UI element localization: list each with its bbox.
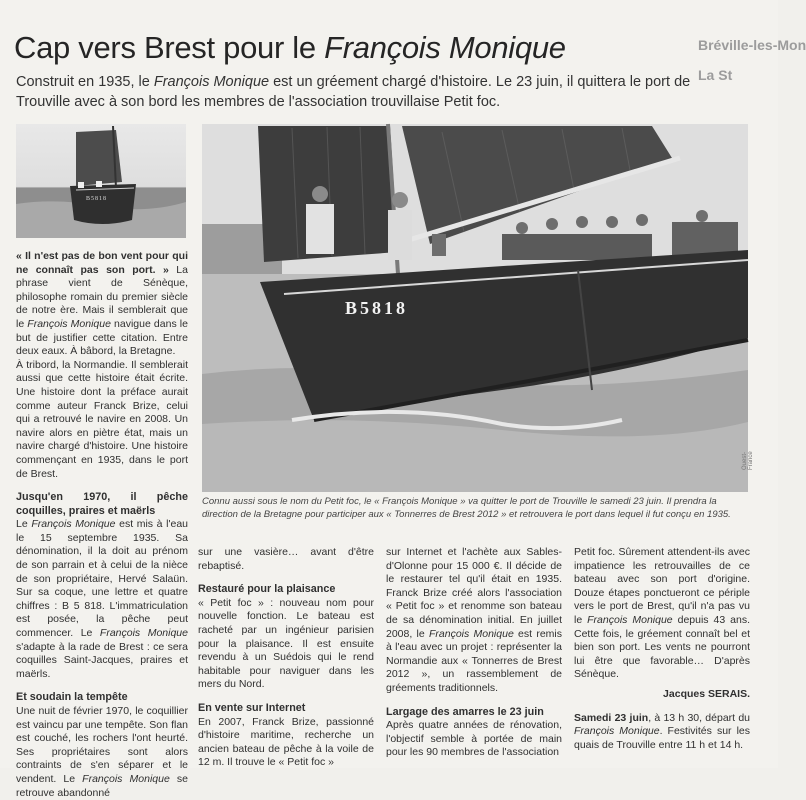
paragraph: À tribord, la Normandie. Il semblerait aussi que cette histoire était écrite. Une histoire dont la préface aurait comme auteur Franck Brize, celui qui a retrouvé le navire en 2008. Un navire alors en piètre état, mais un navire chargé d'histoire. Une histoire commençant en 1935, dans le port de Brest. xyxy=(16,358,188,480)
small-hull-number: B5818 xyxy=(86,196,108,202)
small-sailboat-illustration xyxy=(16,124,186,238)
photo-small-sailboat xyxy=(16,124,186,238)
paragraph: Petit foc. Sûrement attendent-ils avec impatience les retrouvailles de ce bateau avec son port d'origine. Douze étapes ponctueront ce périple vers le port de Brest, qu'il n'a pas vu le François Monique depuis 43 ans. Cette fois, le gréement connaît bel et bien son port. Les vents ne pourront lui être que favorable… D'après Sénèque. xyxy=(574,546,751,681)
article-column-2 xyxy=(198,546,374,770)
photo-caption: Connu aussi sous le nom du Petit foc, le « François Monique » va quitter le port de Trouville le samedi 23 juin. Il prendra la direction de la Bretagne pour participer aux « Tonnerres de Brest 2012 » et retrouvera le port dans lequel il fut conçu en 1935. xyxy=(202,496,731,520)
subheading: Largage des amarres le 23 juin xyxy=(386,705,544,718)
headline: Cap vers Brest pour le François Monique xyxy=(14,30,566,65)
subheading: Restauré pour la plaisance xyxy=(198,583,336,596)
event-info: Samedi 23 juin, à 13 h 30, départ du François Monique. Festivités sur les quais de Trouville entre 11 h et 14 h. xyxy=(574,711,750,751)
author-signature: Jacques SERAIS. xyxy=(663,687,750,700)
photo-credit: Ouest-France xyxy=(742,451,754,470)
paragraph: Après quatre années de rénovation, l'objectif semble à portée de main pour les 90 membres de l'association xyxy=(386,719,562,759)
subheading: Et soudain la tempête xyxy=(16,691,128,704)
paragraph: Le François Monique est mis à l'eau le 15 septembre 1935. Sa dénomination, il la doit au prénom de son parrain et à celui de la nièce de son propriétaire, Hervé Salaün. Sur sa coque, une lettre et quatre chiffres : B 5 818. L'immatriculation est posée, la pêche peut commencer. Le François Monique s'adapte à la rade de Brest : ce sera coquilles Saint-Jacques, praires et maërls. xyxy=(16,518,188,680)
subheading: En vente sur Internet xyxy=(198,701,306,714)
photo-main-sailboat xyxy=(202,124,748,492)
adjacent-article-bleed: Bréville-les-Mon La St xyxy=(698,37,806,83)
paragraph: « Petit foc » : nouveau nom pour nouvelle fonction. Le bateau est racheté par un ingénieur parisien pour la plaisance. Il est ensuite revendu à un Suédois qui le rend habitable pour naviguer dans les mers du Nord. xyxy=(198,596,374,691)
main-sailboat-illustration xyxy=(202,124,748,492)
article-column-3 xyxy=(386,546,562,760)
paragraph: En 2007, Franck Brize, passionné d'histoire maritime, recherche un ancien bateau de pêche à la voile de 12 m. Il trouve le « Petit foc » xyxy=(198,715,374,769)
intro-paragraph: « Il n'est pas de bon vent pour qui ne connaît pas son port. » La phrase vient de Sénèque, philosophe romain du premier siècle de notre ère. Mais il semblerait que le François Monique navigue dans le but de justifier cette citation. Entre deux eaux. À bâbord, la Bretagne. xyxy=(16,250,188,358)
paragraph: sur une vasière… avant d'être rebaptisé. xyxy=(198,546,374,572)
paragraph: sur Internet et l'achète aux Sables-d'Olonne pour 15 000 €. Il décide de le restaurer tel qu'il était en 1935. Franck Brize créé alors l'association « Petit foc » et renomme son bateau de sa dénomination initial. En juillet 2008, le François Monique est remis à l'eau avec un projet : représenter la Normandie aux « Tonnerres de Brest 2012 », un rassemblement de gréements traditionnels. xyxy=(386,546,562,694)
hull-number: B5818 xyxy=(345,298,409,318)
subheading: Jusqu'en 1970, il pêche coquilles, praires et maërls xyxy=(16,491,188,517)
article-column-4 xyxy=(574,546,750,752)
article-column-1 xyxy=(16,250,188,800)
standfirst: Construit en 1935, le François Monique est un gréement chargé d'histoire. Le 23 juin, il quittera le port de Trouville avec à son bord les membres de l'association trouvillaise Petit foc. xyxy=(16,74,691,110)
paragraph: Une nuit de février 1970, le coquillier est vaincu par une tempête. Son flan est couché, les rochers l'ont heurté. Ses propriétaires sont alors contraints de s'en séparer et le vendent. Le François Monique se retrouve abandonné xyxy=(16,705,188,799)
